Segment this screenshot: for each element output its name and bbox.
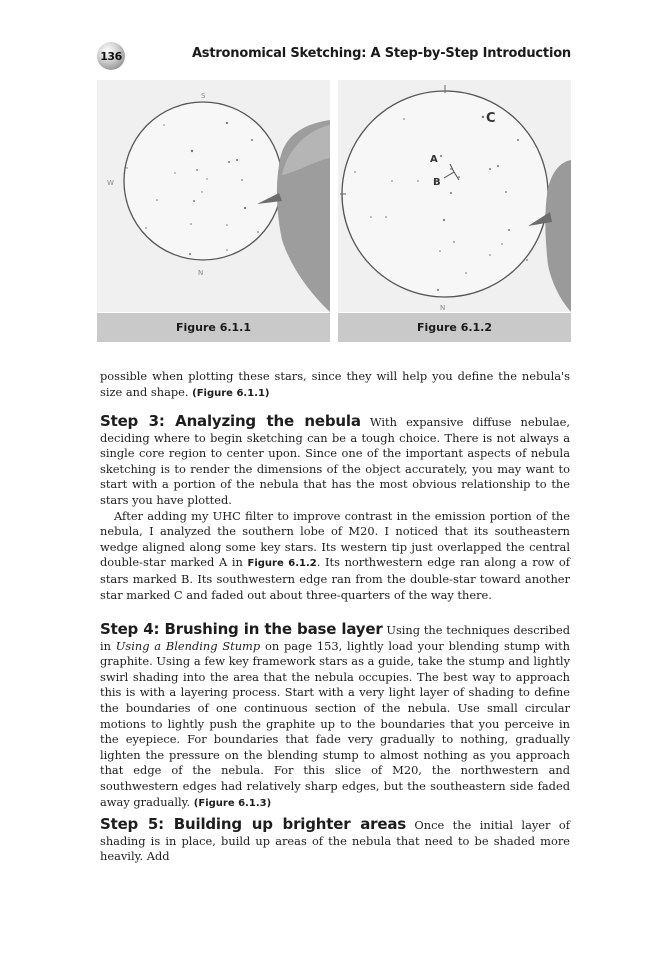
step-5-section	[100, 817, 570, 865]
page-header	[97, 40, 571, 74]
figure-reference: (Figure 6.1.3)	[193, 797, 272, 809]
figure-6-1-1	[97, 80, 330, 343]
step-3-section	[100, 414, 570, 603]
figure-6-1-2	[338, 80, 571, 343]
compass-label-bottom: N	[440, 304, 446, 312]
paragraph-text: Using the techniques described in	[100, 623, 571, 653]
intro-paragraph	[100, 369, 570, 401]
field-circle	[342, 91, 548, 297]
step-4-section	[100, 622, 570, 811]
figure-image-sketch-2	[338, 80, 571, 312]
field-circle	[124, 102, 282, 260]
star-label-b: B	[433, 177, 441, 188]
figure-row	[97, 80, 571, 343]
star-label-a: A	[430, 154, 438, 165]
eyepiece-sketch-illustration	[338, 80, 571, 312]
running-title: Astronomical Sketching: A Step-by-Step Introduction	[191, 46, 571, 61]
compass-label-left: W	[107, 179, 114, 187]
cross-reference-title: Using a Blending Stump	[115, 638, 261, 653]
paragraph-text: . Its northwestern edge ran along a row of stars marked B. Its southwestern edge ran from the double-star toward another star marked C and faded out about three-quarters of the way there.	[100, 555, 570, 602]
star-label-c: C	[486, 111, 496, 126]
paragraph-text: on page 153, lightly load your blending stump with graphite. Using a few key framework stars as a guide, take the stump and lightly swirl shading into the area that the nebula occupies. The best way to approach this is with a layering process. Start with a very light layer of shading to define the boundaries of one continuous section of the nebula. Use small circular motions to lightly push the graphite up to the boundaries that you perceive in the eyepiece. For boundaries that fade very gradually to nothing, gradually lighten the pressure on the blending stump to almost nothing as you approach that edge of the nebula. For this slice of M20, the northwestern and southwestern edges had relatively sharp edges, but the southeastern side faded away gradually.	[100, 638, 570, 809]
paragraph-text: Once the initial layer of shading is in place, build up areas of the nebula that need to be shaded more heavily. Add	[100, 818, 570, 864]
figure-reference: (Figure 6.1.1)	[192, 387, 270, 399]
eyepiece-sketch-illustration	[97, 80, 330, 312]
step-5-heading: Step 5: Building up brighter areas	[100, 815, 406, 833]
step-4-heading: Step 4: Brushing in the base layer	[100, 620, 383, 638]
figure-image-sketch-1	[97, 80, 330, 312]
paragraph-text: With expansive diffuse nebulae, deciding where to begin sketching can be a tough choice. There is not always a single core region to center upon. Since one of the important aspects of nebula sketching is to render the dimensions of the object accurately, you may want to start with a portion of the nebula that has the most obvious relationship to the stars you have plotted.	[100, 415, 570, 507]
page-number-badge: 136	[97, 42, 125, 70]
figure-reference: Figure 6.1.2	[247, 558, 317, 570]
compass-label-bottom: N	[198, 269, 204, 277]
paragraph-text: After adding my UHC filter to improve contrast in the emission portion of the nebula, I analyzed the southern lobe of M20. I noticed that its southeastern wedge aligned along some key stars. Its western tip just overlapped the central double-star marked A in	[100, 508, 570, 570]
compass-label-top: S	[201, 92, 206, 100]
figure-caption: Figure 6.1.1	[97, 313, 330, 342]
figure-caption: Figure 6.1.2	[338, 313, 571, 342]
step-3-heading: Step 3: Analyzing the nebula	[100, 412, 361, 430]
paragraph-text: possible when plotting these stars, since they will help you define the nebula's size and shape.	[100, 369, 570, 399]
